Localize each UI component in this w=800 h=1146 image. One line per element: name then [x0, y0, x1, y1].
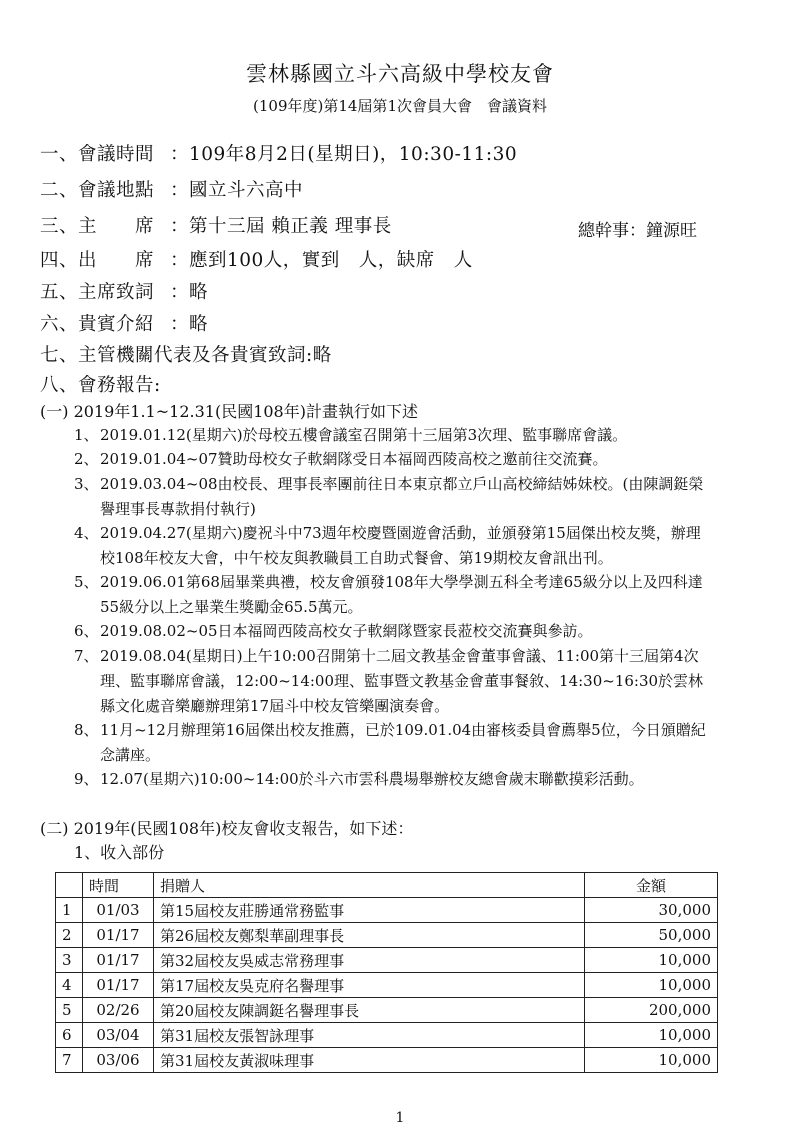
row-date: 03/06: [83, 1048, 154, 1073]
item-text: 2019.01.12(星期六)於母校五樓會議室召開第十三屆第3次理、監事聯席會議。: [100, 426, 628, 444]
item-text: ：第十三屆 賴正義 理事長: [170, 216, 392, 237]
income-subheading: 1、收入部份: [74, 843, 165, 862]
row-amount: 10,000: [585, 1023, 718, 1048]
item-text: 2019.03.04~08由校長、理事長率團前往日本東京都立戶山高校締結姊妹校。(由陳調鋌榮譽理事長專款捐付執行): [100, 475, 704, 518]
row-donor: 第31屆校友張智詠理事: [154, 1023, 585, 1048]
item-text: ：109年8月2日(星期日)，10:30-11:30: [170, 144, 518, 165]
guest-intro-item: [40, 310, 208, 336]
table-row: [56, 923, 718, 948]
row-amount: 10,000: [585, 1048, 718, 1073]
row-index: 5: [56, 998, 83, 1023]
row-donor: 第26屆校友鄭梨華副理事長: [154, 923, 585, 948]
list-item: [74, 619, 714, 644]
meeting-place-item: [40, 176, 303, 202]
item-text: 12.07(星期六)10:00~14:00於斗六市雲科農場舉辦校友總會歲末聯歡摸彩活動。: [100, 770, 644, 788]
row-date: 01/17: [83, 923, 154, 948]
item-label: 七、主管機關代表及各貴賓致詞: [40, 345, 307, 366]
list-item: [74, 521, 714, 571]
item-number: 9、: [74, 770, 99, 788]
row-date: 01/17: [83, 973, 154, 998]
table-header-row: [56, 873, 718, 898]
list-item: [74, 767, 714, 792]
item-number: 8、: [74, 721, 99, 739]
section2-heading: (二) 2019年(民國108年)校友會收支報告，如下述：: [40, 819, 414, 838]
item-text: ：應到100人，實到 人，缺席 人: [170, 250, 473, 271]
item-text: 2019.06.01第68屆畢業典禮，校友會頒發108年大學學測五科全考達65級分以上及四科達55級分以上之畢業生獎勵金65.5萬元。: [100, 573, 703, 616]
list-item: [74, 472, 714, 522]
secretary-general: 總幹事：鐘源旺: [578, 221, 697, 241]
header-donor: 捐贈人: [154, 873, 585, 898]
document-title: 雲林縣國立斗六高級中學校友會: [246, 62, 554, 86]
list-item: [74, 570, 714, 620]
list-item: [74, 644, 714, 719]
document-subtitle: (109年度)第14屆第1次會員大會 會議資料: [253, 97, 547, 115]
affairs-report-item: [40, 371, 161, 397]
item-text: 2019.08.02~05日本福岡西陵高校女子軟網隊暨家長蒞校交流賽與參訪。: [100, 622, 593, 640]
row-donor: 第32屆校友吳威志常務理事: [154, 948, 585, 973]
item-label: 一、會議時間: [40, 144, 155, 165]
table-row: [56, 948, 718, 973]
list-item: [74, 718, 714, 768]
row-amount: 10,000: [585, 973, 718, 998]
list-item: [74, 447, 714, 472]
item-text: :略: [306, 345, 332, 366]
chairman-item: [40, 212, 392, 238]
row-amount: 50,000: [585, 923, 718, 948]
row-index: 2: [56, 923, 83, 948]
item-number: 1、: [74, 426, 99, 444]
page-number: 1: [395, 1110, 405, 1126]
row-index: 7: [56, 1048, 83, 1073]
table-row: [56, 1048, 718, 1073]
item-number: 5、: [74, 573, 99, 591]
item-number: 7、: [74, 647, 99, 665]
row-amount: 200,000: [585, 998, 718, 1023]
item-text: 2019.08.04(星期日)上午10:00召開第十二屆文教基金會董事會議、11:00第十三屆第4次理、監事聯席會議，12:00~14:00理、監事暨文教基金會董事餐敘、14:30~16:30於雲林縣文化處音樂廳辦理第17屆斗中校友管樂團演奏會。: [100, 647, 704, 715]
header-date: 時間: [83, 873, 154, 898]
item-text: ：略: [170, 282, 209, 303]
item-label: 三、主 席: [40, 216, 155, 237]
row-date: 03/04: [83, 1023, 154, 1048]
row-amount: 30,000: [585, 898, 718, 923]
row-index: 1: [56, 898, 83, 923]
row-date: 02/26: [83, 998, 154, 1023]
item-number: 3、: [74, 475, 99, 493]
item-label: 八、會務報告: [40, 375, 155, 396]
row-donor: 第31屆校友黃淑味理事: [154, 1048, 585, 1073]
item-number: 4、: [74, 524, 99, 542]
item-label: 五、主席致詞: [40, 282, 155, 303]
row-date: 01/17: [83, 948, 154, 973]
item-text: 11月~12月辦理第16屆傑出校友推薦，已於109.01.04由審核委員會薦舉5位，今日頒贈紀念講座。: [100, 721, 706, 764]
table-row: [56, 998, 718, 1023]
table-row: [56, 1023, 718, 1048]
row-date: 01/03: [83, 898, 154, 923]
item-text: 2019.01.04~07贊助母校女子軟網隊受日本福岡西陵高校之邀前往交流賽。: [100, 450, 608, 468]
item-label: 二、會議地點: [40, 180, 155, 201]
header-index: [56, 873, 83, 898]
item-label: 六、貴賓介紹: [40, 314, 155, 335]
list-item: [74, 423, 714, 448]
row-donor: 第20屆校友陳調鋌名譽理事長: [154, 998, 585, 1023]
item-number: 6、: [74, 622, 99, 640]
item-text: ：國立斗六高中: [170, 180, 304, 201]
item-label: 四、出 席: [40, 250, 155, 271]
official-speech-item: [40, 341, 332, 367]
row-donor: 第15屆校友莊勝通常務監事: [154, 898, 585, 923]
header-amount: 金額: [585, 873, 718, 898]
section1-heading: (一) 2019年1.1~12.31(民國108年)計畫執行如下述: [40, 402, 418, 421]
row-index: 3: [56, 948, 83, 973]
item-text: ：略: [170, 314, 209, 335]
row-donor: 第17屆校友吳克府名譽理事: [154, 973, 585, 998]
item-number: 2、: [74, 450, 99, 468]
table-row: [56, 898, 718, 923]
item-text: 2019.04.27(星期六)慶祝斗中73週年校慶暨園遊會活動，並頒發第15屆傑出校友獎，辦理校108年校友大會，中午校友與教職員工自助式餐會、第19期校友會訊出刊。: [100, 524, 701, 567]
row-amount: 10,000: [585, 948, 718, 973]
attendance-item: [40, 246, 473, 272]
meeting-time-item: [40, 140, 517, 166]
table-row: [56, 973, 718, 998]
chair-speech-item: [40, 278, 208, 304]
item-text: :: [154, 375, 161, 396]
row-index: 6: [56, 1023, 83, 1048]
income-table: [55, 872, 718, 1073]
row-index: 4: [56, 973, 83, 998]
